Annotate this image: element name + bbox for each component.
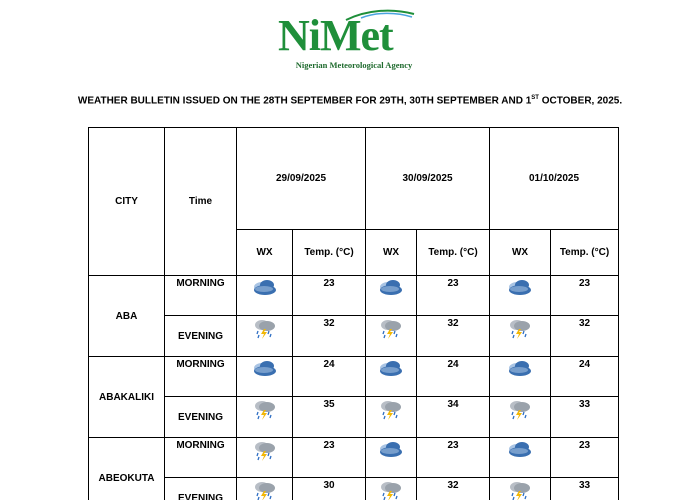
weather-cell (366, 357, 417, 397)
weather-table (88, 127, 619, 500)
time-period-label: MORNING (165, 438, 237, 478)
date-header-2: 30/09/2025 (366, 128, 490, 230)
thunderstorm-icon (506, 480, 534, 500)
temperature-value: 24 (293, 357, 366, 397)
weather-cell (366, 316, 417, 357)
table-row (89, 478, 619, 500)
weather-cell (366, 478, 417, 500)
bulletin-heading (0, 95, 700, 106)
cloudy-icon (251, 359, 279, 381)
logo-subtitle: Nigerian Meteorological Agency (295, 60, 413, 70)
time-period-label: MORNING (165, 357, 237, 397)
weather-cell (490, 357, 551, 397)
nimet-logo (270, 8, 430, 72)
thunderstorm-icon (377, 480, 405, 500)
table-row (89, 397, 619, 438)
cloudy-icon (251, 278, 279, 300)
temperature-value: 23 (551, 438, 619, 478)
temperature-value: 35 (293, 397, 366, 438)
cloudy-icon (377, 278, 405, 300)
weather-cell (366, 276, 417, 316)
thunderstorm-icon (251, 480, 279, 500)
weather-cell (366, 397, 417, 438)
temperature-value: 23 (293, 276, 366, 316)
weather-cell (237, 438, 293, 478)
wx-column-header: WX (237, 230, 293, 276)
weather-cell (490, 397, 551, 438)
temperature-value: 23 (417, 438, 490, 478)
weather-cell (237, 316, 293, 357)
weather-cell (490, 478, 551, 500)
temperature-value: 24 (417, 357, 490, 397)
cloudy-icon (377, 440, 405, 462)
temperature-value: 32 (293, 316, 366, 357)
table-row (89, 357, 619, 397)
weather-cell (237, 397, 293, 438)
temperature-value: 24 (551, 357, 619, 397)
wx-column-header: WX (490, 230, 551, 276)
thunderstorm-icon (251, 399, 279, 421)
weather-cell (237, 357, 293, 397)
heading-superscript: ST (531, 95, 539, 101)
time-period-label: EVENING (165, 316, 237, 357)
temp-column-header: Temp. (°C) (551, 230, 619, 276)
wx-column-header: WX (366, 230, 417, 276)
thunderstorm-icon (251, 440, 279, 462)
thunderstorm-icon (506, 399, 534, 421)
thunderstorm-icon (506, 318, 534, 340)
temperature-value: 23 (551, 276, 619, 316)
table-row (89, 276, 619, 316)
thunderstorm-icon (251, 318, 279, 340)
temperature-value: 33 (551, 478, 619, 500)
heading-text-part1: WEATHER BULLETIN ISSUED ON THE 28TH SEPTEMBER FOR 29TH, 30TH SEPTEMBER AND 1 (77, 95, 532, 107)
temp-column-header: Temp. (°C) (417, 230, 490, 276)
weather-cell (237, 276, 293, 316)
logo-wordmark: NiMet (278, 11, 393, 60)
cloudy-icon (377, 359, 405, 381)
table-row (89, 316, 619, 357)
temp-column-header: Temp. (°C) (293, 230, 366, 276)
temperature-value: 32 (417, 316, 490, 357)
time-period-label: EVENING (165, 478, 237, 500)
temperature-value: 30 (293, 478, 366, 500)
temperature-value: 34 (417, 397, 490, 438)
thunderstorm-icon (377, 318, 405, 340)
weather-cell (366, 438, 417, 478)
weather-cell (490, 438, 551, 478)
weather-cell (490, 316, 551, 357)
cloudy-icon (506, 278, 534, 300)
table-row (89, 438, 619, 478)
temperature-value: 23 (293, 438, 366, 478)
weather-cell (490, 276, 551, 316)
weather-cell (237, 478, 293, 500)
cloudy-icon (506, 440, 534, 462)
temperature-value: 32 (417, 478, 490, 500)
time-period-label: MORNING (165, 276, 237, 316)
city-name: ABA (89, 276, 165, 357)
heading-text-part2: OCTOBER, 2025. (538, 95, 623, 107)
thunderstorm-icon (377, 399, 405, 421)
cloudy-icon (506, 359, 534, 381)
time-column-header: Time (165, 128, 237, 276)
temperature-value: 33 (551, 397, 619, 438)
date-header-1: 29/09/2025 (237, 128, 366, 230)
time-period-label: EVENING (165, 397, 237, 438)
city-name: ABEOKUTA (89, 438, 165, 500)
temperature-value: 32 (551, 316, 619, 357)
city-name: ABAKALIKI (89, 357, 165, 438)
date-header-3: 01/10/2025 (490, 128, 619, 230)
city-column-header: CITY (89, 128, 165, 276)
temperature-value: 23 (417, 276, 490, 316)
